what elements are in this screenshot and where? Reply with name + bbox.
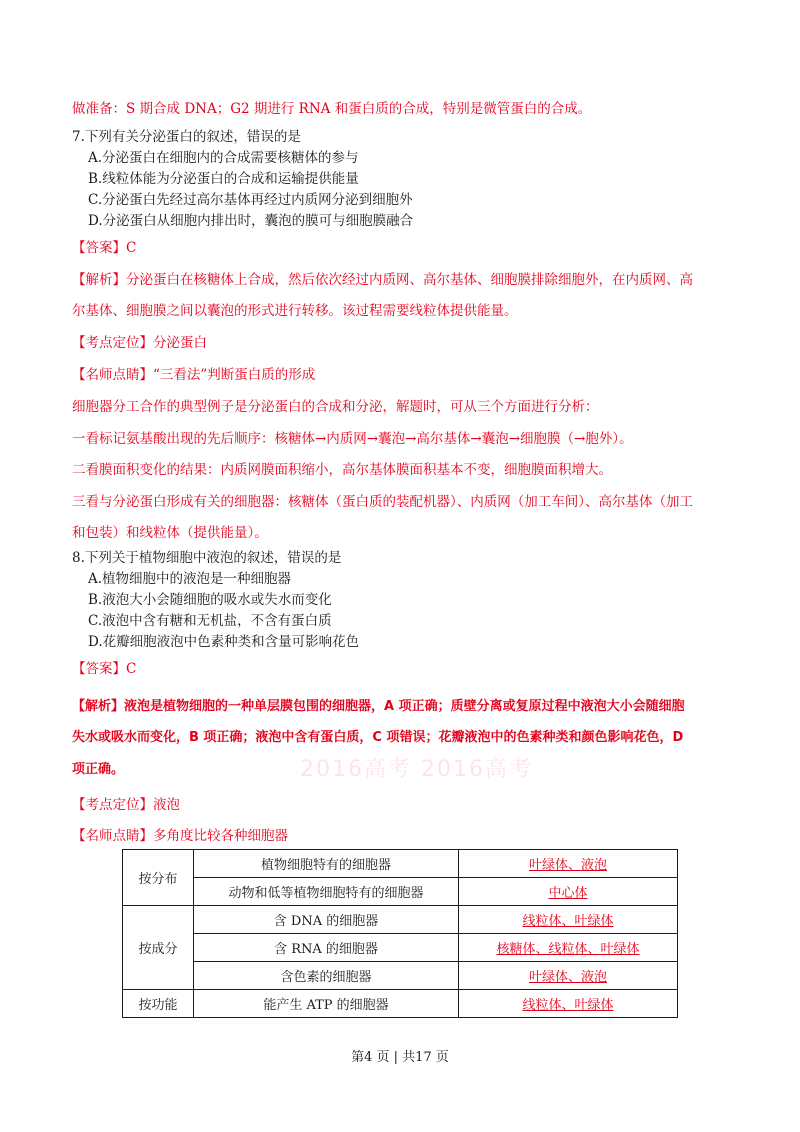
q7-note-4: 三看与分泌蛋白形成有关的细胞器：核糖体（蛋白质的装配机器）、内质网（加工车间）、高尔基体（加工 bbox=[72, 494, 693, 510]
q7-kaodian: 【考点定位】分泌蛋白 bbox=[72, 335, 207, 351]
q7-note-1: 细胞器分工合作的典型例子是分泌蛋白的合成和分泌，解题时，可从三个方面进行分析： bbox=[72, 399, 599, 415]
answer-cell: 线粒体、叶绿体 bbox=[459, 906, 678, 934]
q8-stem: 8.下列关于植物细胞中液泡的叙述，错误的是 bbox=[72, 550, 342, 566]
q8-analysis-line-1: 【解析】液泡是植物细胞的一种单层膜包围的细胞器，A 项正确；质壁分离或复原过程中液泡大小会随细胞 bbox=[72, 699, 685, 714]
q8-option-b: B.液泡大小会随细胞的吸水或失水而变化 bbox=[88, 592, 332, 608]
watermark: 2016高考 2016高考 bbox=[300, 757, 533, 782]
category-cell: 按分布 bbox=[123, 850, 194, 906]
prep-line: 做准备：S 期合成 DNA；G2 期进行 RNA 和蛋白质的合成，特别是微管蛋白的合成。 bbox=[72, 101, 592, 117]
table-row bbox=[123, 850, 678, 878]
organelle-comparison-table bbox=[122, 849, 678, 1018]
description-cell: 含色素的细胞器 bbox=[194, 962, 459, 990]
q7-note-5: 和包装）和线粒体（提供能量）。 bbox=[72, 525, 268, 541]
description-cell: 含 DNA 的细胞器 bbox=[194, 906, 459, 934]
q7-option-d: D.分泌蛋白从细胞内排出时，囊泡的膜可与细胞膜融合 bbox=[88, 213, 414, 229]
description-cell: 植物细胞特有的细胞器 bbox=[194, 850, 459, 878]
answer-cell: 核糖体、线粒体、叶绿体 bbox=[459, 934, 678, 962]
answer-cell: 中心体 bbox=[459, 878, 678, 906]
q7-mingshi: 【名师点睛】“三看法”判断蛋白质的形成 bbox=[72, 367, 316, 383]
q7-option-a: A.分泌蛋白在细胞内的合成需要核糖体的参与 bbox=[88, 150, 359, 166]
q8-option-a: A.植物细胞中的液泡是一种细胞器 bbox=[88, 571, 292, 587]
q8-analysis-line-2: 失水或吸水而变化，B 项正确；液泡中含有蛋白质，C 项错误；花瓣液泡中的色素种类和颜色影响花色，D bbox=[72, 730, 684, 745]
q7-analysis-line-1: 【解析】分泌蛋白在核糖体上合成，然后依次经过内质网、高尔基体、细胞膜排除细胞外，在内质网、高 bbox=[72, 272, 693, 288]
q7-option-c: C.分泌蛋白先经过高尔基体再经过内质网分泌到细胞外 bbox=[88, 192, 413, 208]
q8-option-d: D.花瓣细胞液泡中色素种类和含量可影响花色 bbox=[88, 634, 360, 650]
q8-option-c: C.液泡中含有糖和无机盐，不含有蛋白质 bbox=[88, 613, 332, 629]
q8-kaodian: 【考点定位】液泡 bbox=[72, 797, 180, 813]
table-row bbox=[123, 878, 678, 906]
description-cell: 动物和低等植物细胞特有的细胞器 bbox=[194, 878, 459, 906]
q7-analysis-line-2: 尔基体、细胞膜之间以囊泡的形式进行转移。该过程需要线粒体提供能量。 bbox=[72, 303, 518, 319]
q7-stem: 7.下列有关分泌蛋白的叙述，错误的是 bbox=[72, 129, 301, 145]
q7-note-2: 一看标记氨基酸出现的先后顺序：核糖体→内质网→囊泡→高尔基体→囊泡→细胞膜（→胞外）。 bbox=[72, 431, 633, 447]
q8-analysis-line-3: 项正确。 bbox=[72, 762, 125, 777]
table-row bbox=[123, 906, 678, 934]
description-cell: 含 RNA 的细胞器 bbox=[194, 934, 459, 962]
answer-cell: 叶绿体、液泡 bbox=[459, 962, 678, 990]
table-row bbox=[123, 934, 678, 962]
answer-cell: 叶绿体、液泡 bbox=[459, 850, 678, 878]
q7-note-3: 二看膜面积变化的结果：内质网膜面积缩小，高尔基体膜面积基本不变，细胞膜面积增大。 bbox=[72, 462, 612, 478]
category-cell: 按功能 bbox=[123, 990, 194, 1018]
page-footer: 第4 页 | 共17 页 bbox=[351, 1050, 449, 1065]
q8-mingshi: 【名师点睛】多角度比较各种细胞器 bbox=[72, 828, 288, 844]
q7-answer: 【答案】C bbox=[72, 240, 137, 256]
q7-option-b: B.线粒体能为分泌蛋白的合成和运输提供能量 bbox=[88, 171, 359, 187]
category-cell: 按成分 bbox=[123, 906, 194, 990]
table-row bbox=[123, 962, 678, 990]
table-row bbox=[123, 990, 678, 1018]
answer-cell: 线粒体、叶绿体 bbox=[459, 990, 678, 1018]
q8-answer: 【答案】C bbox=[72, 661, 137, 677]
description-cell: 能产生 ATP 的细胞器 bbox=[194, 990, 459, 1018]
